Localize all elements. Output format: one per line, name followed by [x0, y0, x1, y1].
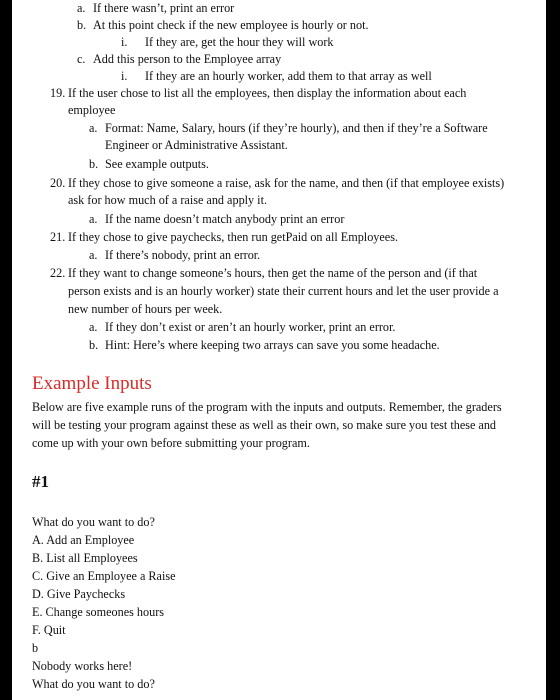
run-output-line: D. Give Paychecks: [32, 587, 126, 601]
run-output-line: F. Quit: [32, 623, 66, 637]
run-output-line: C. Give an Employee a Raise: [32, 569, 176, 583]
right-edge-bar: [546, 0, 560, 700]
list-marker: 20.: [50, 176, 66, 190]
list-marker: a.: [89, 320, 98, 334]
intro-line: will be testing your program against these as well as their own, so make sure you test these and: [32, 418, 497, 432]
list-marker: 19.: [50, 86, 66, 100]
list-item-text: Add this person to the Employee array: [93, 52, 282, 66]
example-inputs-heading: Example Inputs: [32, 373, 152, 394]
intro-line: Below are five example runs of the program with the inputs and outputs. Remember, the graders: [32, 400, 502, 414]
run-output-line: What do you want to do?: [32, 515, 155, 529]
list-item-continuation: person exists and is an hourly worker) state their current hours and let the user provide a: [68, 284, 499, 298]
list-marker: a.: [77, 1, 86, 15]
list-item-text: If they don’t exist or aren’t an hourly worker, print an error.: [105, 320, 396, 334]
document-page: [12, 0, 546, 700]
list-item-continuation: employee: [68, 103, 116, 117]
run-output-line: B. List all Employees: [32, 551, 138, 565]
list-item-text: If the user chose to list all the employees, then display the information about each: [68, 86, 467, 100]
list-marker: 22.: [50, 266, 66, 280]
list-item-text: If they are, get the hour they will work: [145, 35, 334, 49]
list-marker: a.: [89, 121, 98, 135]
list-marker: a.: [89, 212, 98, 226]
run-heading: #1: [32, 472, 49, 491]
list-marker: c.: [77, 52, 86, 66]
list-item-text: If they chose to give someone a raise, ask for the name, and then (if that employee exists): [68, 176, 505, 190]
list-item-text: If they want to change someone’s hours, then get the name of the person and (if that: [68, 266, 478, 280]
list-item-continuation: new number of hours per week.: [68, 302, 223, 316]
list-item-continuation: Engineer or Administrative Assistant.: [105, 138, 288, 152]
list-item-text: Hint: Here’s where keeping two arrays can save you some headache.: [105, 338, 440, 352]
list-marker: i.: [121, 69, 128, 83]
list-marker: b.: [77, 18, 87, 32]
run-output-line: A. Add an Employee: [32, 533, 135, 547]
list-item-text: At this point check if the new employee is hourly or not.: [93, 18, 369, 32]
run-output-line: Nobody works here!: [32, 659, 133, 673]
list-item-continuation: ask for how much of a raise and apply it.: [68, 193, 268, 207]
list-marker: a.: [89, 248, 98, 262]
list-item-text: See example outputs.: [105, 157, 209, 171]
list-item-text: Format: Name, Salary, hours (if they’re hourly), and then if they’re a Software: [105, 121, 488, 135]
list-item-text: If there’s nobody, print an error.: [105, 248, 261, 262]
intro-line: come up with your own before submitting your program.: [32, 436, 310, 450]
list-item-text: If they chose to give paychecks, then run getPaid on all Employees.: [68, 230, 398, 244]
list-item-text: If they are an hourly worker, add them to that array as well: [145, 69, 432, 83]
list-marker: i.: [121, 35, 128, 49]
list-marker: b.: [89, 338, 99, 352]
list-item-text: If there wasn’t, print an error: [93, 1, 235, 15]
run-output-line: E. Change someones hours: [32, 605, 165, 619]
list-marker: b.: [89, 157, 99, 171]
list-item-text: If the name doesn’t match anybody print an error: [105, 212, 345, 226]
run-user-input: b: [32, 641, 39, 655]
left-edge-bar: [0, 0, 12, 700]
run-output-line: What do you want to do?: [32, 677, 155, 691]
list-marker: 21.: [50, 230, 66, 244]
